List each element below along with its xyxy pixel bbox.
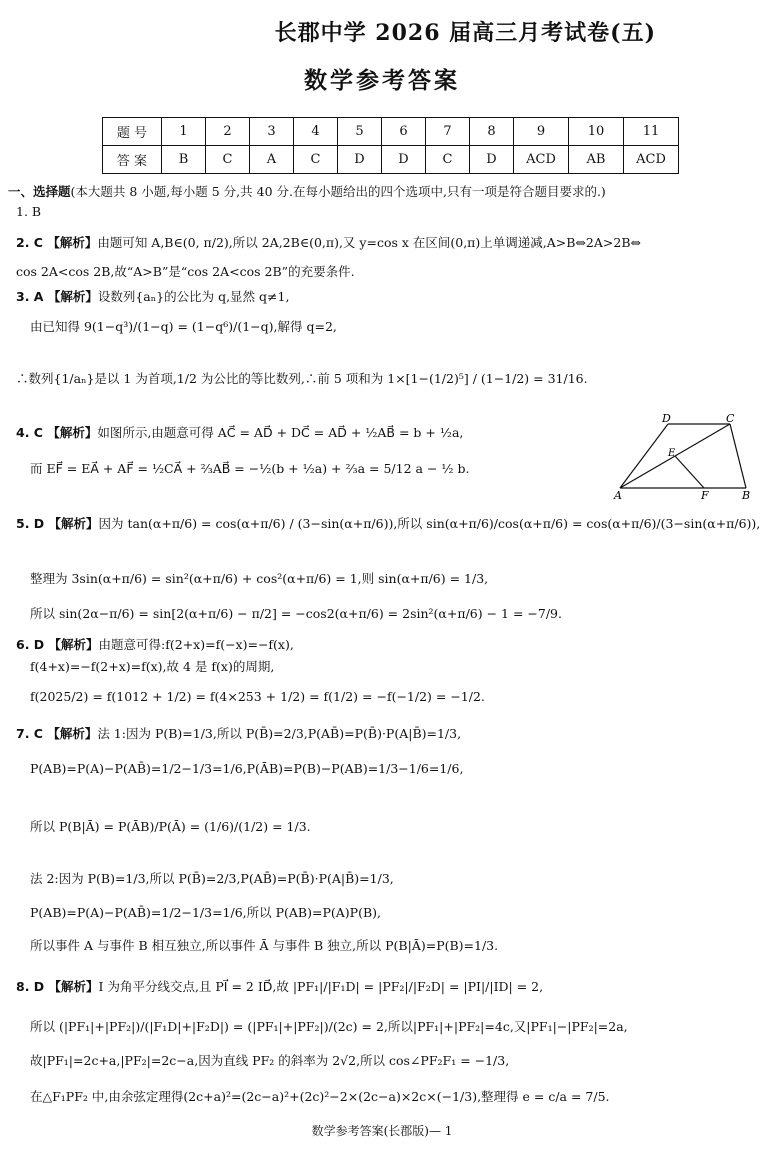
point-label-d: D xyxy=(662,412,671,425)
solution-line: 所以 P(B|Ā) = P(ĀB)/P(Ā) = (1/6)/(1/2) = 1/3. xyxy=(30,819,311,834)
solution-line: 在△F₁PF₂ 中,由余弦定理得(2c+a)²=(2c−a)²+(2c)²−2×(2c−a)×2c×(−1/3),整理得 e = c/a = 7/5. xyxy=(30,1089,610,1104)
point-label-f: F xyxy=(701,489,709,502)
solution-line: P(AB)=P(A)−P(AB̄)=1/2−1/3=1/6,P(ĀB)=P(B)−P(AB)=1/3−1/6=1/6, xyxy=(30,761,464,776)
solution-line: 法 2:因为 P(B)=1/3,所以 P(B̄)=2/3,P(AB̄)=P(B̄)·P(A|B̄)=1/3, xyxy=(30,871,394,886)
solution-line: 故|PF₁|=2c+a,|PF₂|=2c−a,因为直线 PF₂ 的斜率为 2√2,所以 cos∠PF₂F₁ = −1/3, xyxy=(30,1053,510,1068)
cell: ACD xyxy=(624,146,679,174)
solution-line: ∴数列{1/aₙ}是以 1 为首项,1/2 为公比的等比数列,∴前 5 项和为 1×[1−(1/2)⁵] / (1−1/2) = 31/16. xyxy=(16,371,588,386)
solution-line: 所以 sin(2α−π/6) = sin[2(α+π/6) − π/2] = −cos2(α+π/6) = 2sin²(α+π/6) − 1 = −7/9. xyxy=(30,606,562,621)
solution-line: 8. D 【解析】I 为角平分线交点,且 PI⃗ = 2 ID⃗,故 |PF₁|/|F₁D| = |PF₂|/|F₂D| = |PI|/|ID| = 2, xyxy=(16,979,544,994)
answer-table-number-row xyxy=(103,118,679,146)
cell: 8 xyxy=(470,118,514,146)
cell: B xyxy=(162,146,206,174)
cell: 3 xyxy=(250,118,294,146)
cell: 5 xyxy=(338,118,382,146)
solution-line: 7. C 【解析】法 1:因为 P(B)=1/3,所以 P(B̄)=2/3,P(AB̄)=P(B̄)·P(A|B̄)=1/3, xyxy=(16,726,462,741)
trapezoid-figure xyxy=(612,412,757,502)
cell: C xyxy=(294,146,338,174)
solution-line: 整理为 3sin(α+π/6) = sin²(α+π/6) + cos²(α+π/6) = 1,则 sin(α+π/6) = 1/3, xyxy=(30,571,489,586)
cell: 6 xyxy=(382,118,426,146)
solution-line: P(AB)=P(A)−P(AB̄)=1/2−1/3=1/6,所以 P(AB)=P(A)P(B), xyxy=(30,905,381,920)
cell: D xyxy=(338,146,382,174)
cell: C xyxy=(206,146,250,174)
solution-line: 所以 (|PF₁|+|PF₂|)/(|F₁D|+|F₂D|) = (|PF₁|+|PF₂|)/(2c) = 2,所以|PF₁|+|PF₂|=4c,又|PF₁|−|PF₂|=2a, xyxy=(30,1019,628,1034)
solution-line: 6. D 【解析】由题意可得:f(2+x)=f(−x)=−f(x), xyxy=(16,637,294,652)
solution-line: 4. C 【解析】如图所示,由题意可得 AC⃗ = AD⃗ + DC⃗ = AD⃗ + ½AB⃗ = b + ½a, xyxy=(16,425,464,440)
page-footer: 数学参考答案(长郡版)— 1 xyxy=(311,1124,453,1138)
page-title: 长郡中学 2026 届高三月考试卷(五) xyxy=(274,20,656,46)
solution-line: 而 EF⃗ = EA⃗ + AF⃗ = ½CA⃗ + ⅔AB⃗ = −½(b + ½a) + ⅔a = 5/12 a − ½ b. xyxy=(30,461,470,476)
point-label-a: A xyxy=(614,489,622,502)
section-heading xyxy=(8,182,606,200)
solution-line: 3. A 【解析】设数列{aₙ}的公比为 q,显然 q≠1, xyxy=(16,289,290,304)
cell: 9 xyxy=(514,118,569,146)
solution-line: f(2025/2) = f(1012 + 1/2) = f(4×253 + 1/2) = f(1/2) = −f(−1/2) = −1/2. xyxy=(30,689,485,704)
cell: 2 xyxy=(206,118,250,146)
solution-line: 5. D 【解析】因为 tan(α+π/6) = cos(α+π/6) / (3−sin(α+π/6)),所以 sin(α+π/6)/cos(α+π/6) = cos(α+π/6)/(3−sin(α+π/6)), xyxy=(16,516,761,531)
page-subtitle: 数学参考答案 xyxy=(304,67,460,94)
segment-ad xyxy=(620,424,668,488)
answer-table-answer-row xyxy=(103,146,679,174)
cell: ACD xyxy=(514,146,569,174)
solution-line: 由已知得 9(1−q³)/(1−q) = (1−q⁶)/(1−q),解得 q=2, xyxy=(30,319,337,334)
solution-line: f(4+x)=−f(2+x)=f(x),故 4 是 f(x)的周期, xyxy=(30,659,275,674)
section-title: 一、选择题 xyxy=(8,184,71,199)
cell: D xyxy=(382,146,426,174)
point-label-e: E xyxy=(668,448,676,459)
cell: 1 xyxy=(162,118,206,146)
cell: 10 xyxy=(569,118,624,146)
cell: 4 xyxy=(294,118,338,146)
answer-table xyxy=(102,117,679,174)
cell: 7 xyxy=(426,118,470,146)
segment-ef xyxy=(675,456,704,488)
solution-line: 1. B xyxy=(16,204,42,219)
cell: AB xyxy=(569,146,624,174)
cell: D xyxy=(470,146,514,174)
solution-line: cos 2A<cos 2B,故“A>B”是“cos 2A<cos 2B”的充要条件. xyxy=(16,264,355,279)
cell: 11 xyxy=(624,118,679,146)
point-label-b: B xyxy=(742,489,751,502)
segment-cb xyxy=(730,424,746,488)
section-note: (本大题共 8 小题,每小题 5 分,共 40 分.在每小题给出的四个选项中,只有一项是符合题目要求的.) xyxy=(70,184,606,199)
row-label: 题 号 xyxy=(103,118,162,146)
point-label-c: C xyxy=(726,412,735,425)
cell: C xyxy=(426,146,470,174)
solution-line: 所以事件 A 与事件 B 相互独立,所以事件 Ā 与事件 B 独立,所以 P(B|Ā)=P(B)=1/3. xyxy=(30,938,499,953)
cell: A xyxy=(250,146,294,174)
row-label: 答 案 xyxy=(103,146,162,174)
solution-line: 2. C 【解析】由题可知 A,B∈(0, π/2),所以 2A,2B∈(0,π),又 y=cos x 在区间(0,π)上单调递减,A>B⇔2A>2B⇔ xyxy=(16,235,641,250)
